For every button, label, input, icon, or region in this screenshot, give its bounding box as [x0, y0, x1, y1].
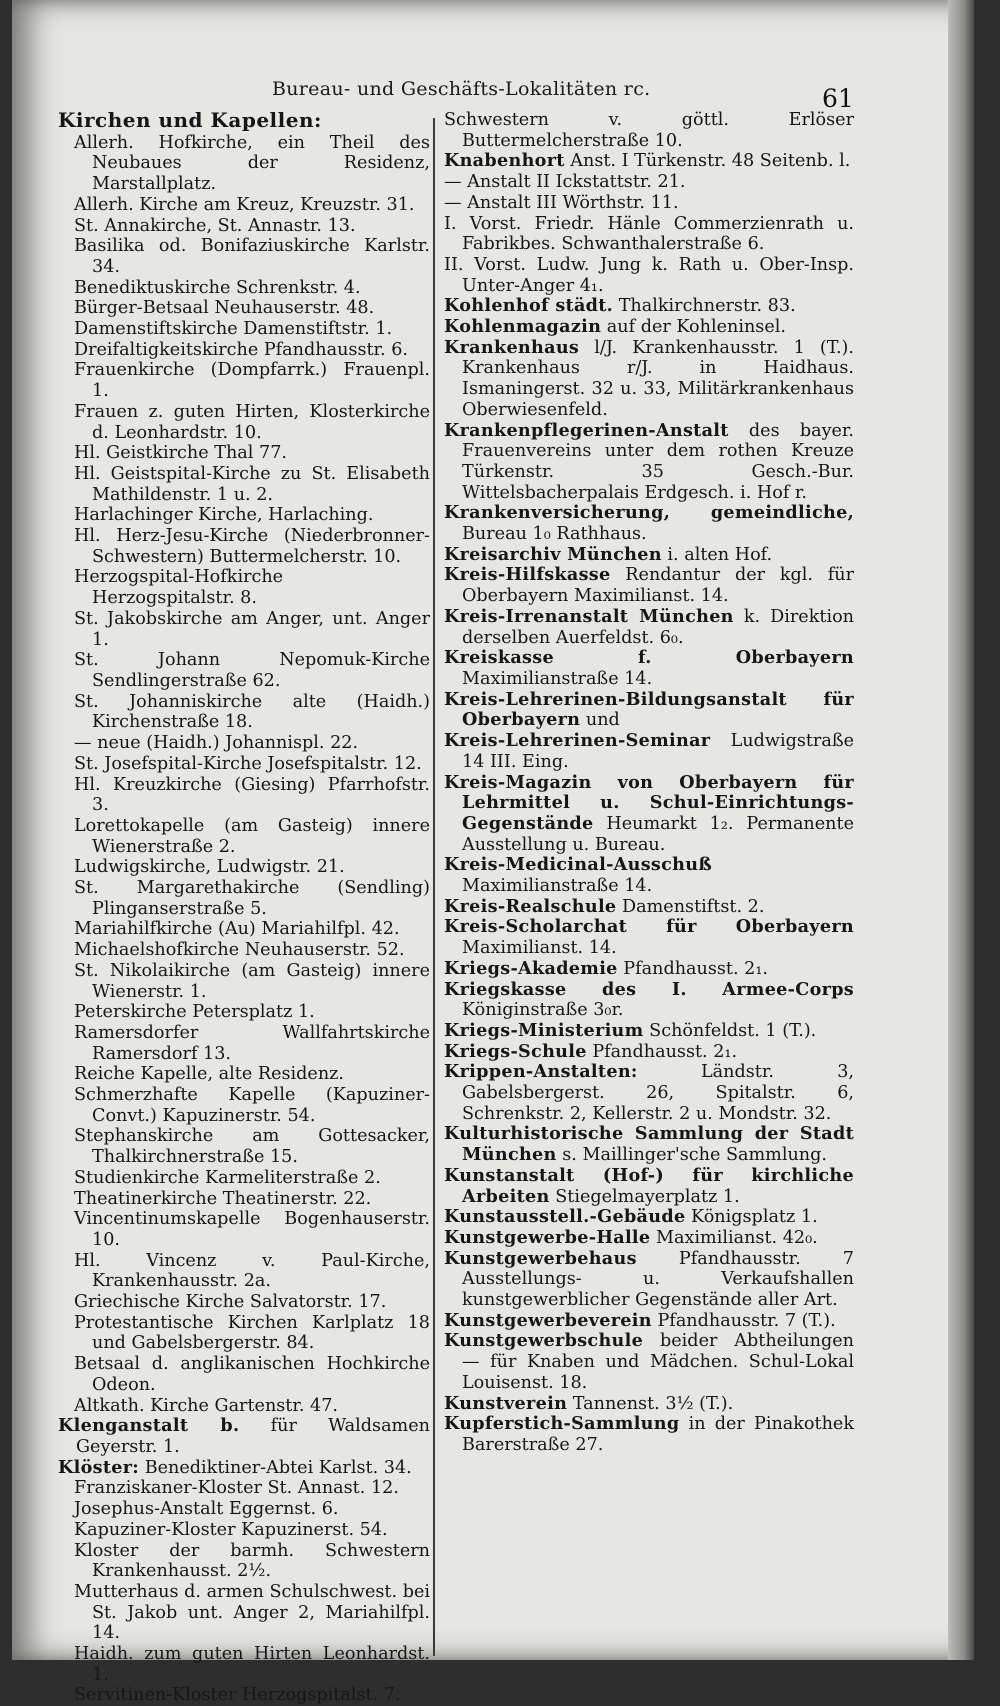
entry-text: des bayer. Frauenvereins unter dem rothen Kreuze Türkenstr. 35 Gesch.-Bur. Wittelsbacherpalais Erdgesch. i. Hof r. — [462, 420, 854, 503]
entry-text: i. alten Hof. — [661, 544, 773, 565]
entry-text: Franziskaner-Kloster St. Annast. 12. — [74, 1478, 399, 1499]
directory-entry — [58, 402, 430, 443]
directory-entry — [58, 567, 430, 608]
entry-text: Mutterhaus d. armen Schulschwest. bei St. Jakob unt. Anger 2, Mariahilfpl. 14. — [74, 1581, 430, 1644]
directory-entry — [58, 1499, 430, 1520]
entry-text: — neue (Haidh.) Johannispl. 22. — [74, 733, 359, 754]
entry-title: Krippen-Anstalten: — [444, 1061, 638, 1083]
entry-text: St. Jakobskirche am Anger, unt. Anger 1. — [74, 608, 430, 650]
entry-title: Kreisarchiv München — [444, 543, 662, 565]
entry-text: St. Margarethakirche (Sendling) Plinganserstraße 5. — [74, 878, 430, 919]
directory-entry — [58, 1354, 430, 1395]
directory-entry — [58, 1313, 430, 1354]
directory-entry — [444, 503, 854, 544]
directory-entry — [444, 1394, 854, 1415]
directory-entry — [58, 195, 430, 216]
directory-entry — [444, 1062, 854, 1124]
entry-text: Stephanskirche am Gottesacker, Thalkirchnerstraße 15. — [74, 1126, 430, 1168]
entry-title: Kohlenhof städt. — [444, 295, 614, 317]
directory-entry — [58, 340, 430, 361]
directory-entry — [444, 648, 854, 689]
directory-entry — [444, 214, 854, 255]
entry-text: Benediktiner-Abtei Karlst. 34. — [139, 1457, 412, 1478]
entry-text: St. Johanniskirche alte (Haidh.) Kirchenstraße 18. — [74, 691, 430, 733]
directory-entry — [58, 1126, 430, 1167]
entry-text: beider Abtheilungen — für Knaben und Mädchen. Schul-Lokal Louisenst. 18. — [462, 1331, 854, 1393]
entry-text: Pfandhausstr. 7 Ausstellungs- u. Verkaufshallen kunstgewerblicher Gegenstände aller Art. — [462, 1248, 854, 1311]
entry-text: Tannenst. 3½ (T.). — [567, 1393, 734, 1414]
entry-title: Kreis-Lehrerinen-Bildungsanstalt für Oberbayern — [444, 688, 854, 731]
entry-text: Bürger-Betsaal Neuhauserstr. 48. — [74, 298, 375, 319]
entry-title: Kreiskasse f. Oberbayern — [444, 647, 854, 669]
directory-entry — [58, 1478, 430, 1499]
entry-text: Hl. Geistspital-Kirche zu St. Elisabeth Mathildenstr. 1 u. 2. — [74, 463, 430, 505]
directory-entry — [58, 1292, 430, 1313]
entry-text: Pfandhausst. 2₁. — [617, 958, 769, 979]
entry-text: Altkath. Kirche Gartenstr. 47. — [74, 1395, 339, 1416]
entry-text: St. Josefspital-Kirche Josefspitalstr. 12. — [74, 753, 422, 774]
directory-entry — [444, 731, 854, 772]
entry-text: Harlachinger Kirche, Harlaching. — [74, 505, 374, 526]
directory-entry — [444, 607, 854, 648]
entry-text: Betsaal d. anglikanischen Hochkirche Odeon. — [74, 1354, 430, 1395]
directory-entry — [444, 1124, 854, 1165]
entry-title: Kunstgewerbeverein — [444, 1309, 652, 1331]
directory-entry — [444, 980, 854, 1021]
directory-entry — [58, 1251, 430, 1292]
entry-text: Haidh. zum guten Hirten Leonhardst. 1. — [74, 1644, 430, 1685]
entry-text: Peterskirche Petersplatz 1. — [74, 1002, 315, 1023]
directory-entry — [444, 917, 854, 958]
entry-text: Thalkirchnerstr. 83. — [613, 296, 796, 317]
directory-entry — [444, 193, 854, 214]
entry-text: II. Vorst. Ludw. Jung k. Rath u. Ober-Insp. Unter-Anger 4₁. — [444, 254, 854, 296]
directory-entry — [58, 1458, 430, 1479]
entry-text: Rendantur der kgl. für Oberbayern Maximilianst. 14. — [462, 565, 854, 607]
entry-text: k. Direktion derselben Auerfeldst. 6₀. — [462, 606, 854, 648]
entry-text: Schönfeldst. 1 (T.). — [643, 1020, 817, 1041]
entry-text: Servitinen-Kloster Herzogspitalst. 7. — [74, 1685, 401, 1706]
entry-title: Kunstgewerbehaus — [444, 1247, 637, 1269]
directory-entry — [444, 172, 854, 193]
entry-title: Kulturhistorische Sammlung der Stadt München — [444, 1123, 854, 1166]
entry-text: Pfandhausst. 2₁. — [586, 1041, 738, 1062]
directory-entry — [58, 216, 430, 237]
entry-text: Maximilianstraße 14. — [462, 876, 653, 897]
entry-text: Ludwigskirche, Ludwigstr. 21. — [74, 857, 345, 878]
entry-title: Kreis-Irrenanstalt München — [444, 605, 734, 627]
directory-entry — [58, 754, 430, 775]
page-edge — [948, 0, 974, 1660]
entry-title: Krankenhaus — [444, 336, 580, 358]
entry-title: Kunstverein — [444, 1392, 568, 1414]
directory-entry — [58, 775, 430, 816]
directory-entry — [58, 1002, 430, 1023]
directory-entry — [58, 878, 430, 919]
running-header: Bureau- und Geschäfts-Lokalitäten rc. — [272, 78, 651, 100]
entry-text: Königsplatz 1. — [685, 1207, 818, 1228]
directory-entry — [58, 298, 430, 319]
directory-entry — [444, 690, 854, 731]
entry-title: Kriegs-Schule — [444, 1040, 587, 1062]
entry-title: Kreis-Realschule — [444, 895, 617, 917]
entry-text: Protestantische Kirchen Karlplatz 18 und Gabelsbergerstr. 84. — [74, 1312, 430, 1354]
entry-text: Griechische Kirche Salvatorstr. 17. — [74, 1292, 387, 1313]
directory-entry — [444, 1207, 854, 1228]
entry-title: Kunstgewerbschule — [444, 1330, 644, 1352]
left-entry-list — [58, 133, 430, 1706]
directory-entry — [58, 505, 430, 526]
left-column — [58, 110, 430, 1706]
directory-entry — [58, 940, 430, 961]
entry-title: Kunstausstell.-Gebäude — [444, 1206, 686, 1228]
entry-text: Pfandhausstr. 7 (T.). — [651, 1310, 836, 1331]
directory-entry — [58, 919, 430, 940]
section-heading: Kirchen und Kapellen: — [58, 108, 322, 132]
directory-entry — [444, 1311, 854, 1332]
directory-entry — [444, 773, 854, 856]
directory-entry — [58, 1582, 430, 1644]
entry-title: Kunstgewerbe-Halle — [444, 1226, 651, 1248]
directory-entry — [444, 338, 854, 421]
entry-text: Theatinerkirche Theatinerstr. 22. — [74, 1188, 372, 1209]
entry-text: — Anstalt III Wörthstr. 11. — [444, 192, 679, 213]
entry-title: Kreis-Hilfskasse — [444, 564, 611, 586]
entry-text: und — [580, 710, 620, 731]
entry-text: Ländstr. 3, Gabelsbergerst. 26, Spitalstr. 6, Schrenkstr. 2, Kellerstr. 2 u. Mondstr. 32. — [462, 1062, 854, 1124]
directory-entry — [444, 1166, 854, 1207]
entry-text: Maximilianstraße 14. — [462, 668, 653, 689]
entry-text: Hl. Vincenz v. Paul-Kirche, Krankenhausstr. 2a. — [74, 1250, 430, 1292]
entry-text: Ludwigstraße 14 III. Eing. — [462, 731, 854, 772]
directory-entry — [444, 1249, 854, 1311]
entry-title: Kunstanstalt (Hof-) für kirchliche Arbeiten — [444, 1164, 854, 1207]
entry-text: St. Nikolaikirche (am Gasteig) innere Wienerstr. 1. — [74, 960, 430, 1002]
directory-entry — [444, 959, 854, 980]
entry-text: Herzogspital-Hofkirche Herzogspitalstr. 8. — [74, 567, 284, 609]
directory-entry — [444, 565, 854, 606]
entry-title: Kreis-Scholarchat für Oberbayern — [444, 916, 854, 938]
entry-title: Knabenhort — [444, 150, 565, 172]
column-divider — [433, 118, 435, 1656]
directory-entry — [58, 1685, 430, 1706]
directory-entry — [444, 421, 854, 504]
directory-entry — [58, 1644, 430, 1685]
directory-entry — [444, 296, 854, 317]
entry-text: Basilika od. Bonifaziuskirche Karlstr. 34. — [74, 236, 430, 277]
directory-entry — [58, 1541, 430, 1582]
directory-entry — [58, 464, 430, 505]
directory-entry — [58, 133, 430, 195]
entry-text: Allerh. Kirche am Kreuz, Kreuzstr. 31. — [74, 194, 415, 215]
entry-text: l/J. Krankenhausstr. 1 (T.). Krankenhaus r/J. in Haidhaus. Ismaningerst. 32 u. 33, Militärkrankenhaus Oberwiesenfeld. — [462, 337, 854, 420]
directory-entry — [58, 857, 430, 878]
entry-title: Klenganstalt b. — [58, 1415, 240, 1437]
directory-entry — [58, 1520, 430, 1541]
entry-text: Bureau 1₀ Rathhaus. — [462, 524, 647, 545]
right-column — [444, 110, 854, 1456]
entry-title: Kreis-Magazin von Oberbayern für Lehrmittel u. Schul-Einrichtungs-Gegenstände — [444, 771, 854, 834]
entry-text: Lorettokapelle (am Gasteig) innere Wienerstraße 2. — [74, 815, 430, 857]
entry-title: Krankenversicherung, gemeindliche, — [444, 502, 854, 524]
entry-text: Vincentinumskapelle Bogenhauserstr. 10. — [74, 1209, 430, 1250]
entry-title: Kupferstich-Sammlung — [444, 1413, 680, 1435]
entry-text: auf der Kohleninsel. — [601, 317, 786, 338]
directory-entry — [444, 897, 854, 918]
entry-text: Damenstiftskirche Damenstiftstr. 1. — [74, 319, 393, 340]
directory-entry — [58, 360, 430, 401]
entry-text: Reiche Kapelle, alte Residenz. — [74, 1064, 345, 1085]
entry-text: Kloster der barmh. Schwestern Krankenhausst. 2½. — [74, 1540, 430, 1582]
directory-entry — [58, 526, 430, 567]
directory-entry — [444, 1228, 854, 1249]
entry-text: St. Annakirche, St. Annastr. 13. — [74, 215, 356, 236]
entry-text: Mariahilfkirche (Au) Mariahilfpl. 42. — [74, 919, 400, 940]
directory-entry — [58, 278, 430, 299]
directory-entry — [444, 317, 854, 338]
entry-title: Kreis-Lehrerinen-Seminar — [444, 730, 711, 752]
directory-entry — [58, 1416, 430, 1457]
directory-entry — [444, 110, 854, 151]
entry-text: Ramersdorfer Wallfahrtskirche Ramersdorf 13. — [74, 1022, 430, 1064]
entry-text: Studienkirche Karmeliterstraße 2. — [74, 1167, 381, 1188]
entry-text: Michaelshofkirche Neuhauserstr. 52. — [74, 940, 405, 961]
entry-text: Maximilianst. 42₀. — [650, 1227, 818, 1248]
entry-text: Kapuziner-Kloster Kapuzinerst. 54. — [74, 1519, 388, 1540]
entry-text: Damenstiftst. 2. — [616, 896, 765, 917]
directory-entry — [58, 650, 430, 691]
document-page — [12, 0, 974, 1706]
directory-entry — [58, 961, 430, 1002]
entry-text: Heumarkt 1₂. Permanente Ausstellung u. Bureau. — [462, 813, 854, 855]
entry-text: Maximilianst. 14. — [462, 938, 617, 959]
directory-entry — [58, 443, 430, 464]
directory-entry — [58, 816, 430, 857]
entry-text: s. Maillinger'sche Sammlung. — [556, 1145, 827, 1166]
directory-entry — [444, 1331, 854, 1393]
directory-entry — [444, 255, 854, 296]
directory-entry — [58, 319, 430, 340]
directory-entry — [58, 1189, 430, 1210]
entry-text: Hl. Geistkirche Thal 77. — [74, 443, 287, 464]
directory-entry — [58, 733, 430, 754]
right-entry-list — [444, 110, 854, 1456]
entry-title: Klöster: — [58, 1456, 140, 1478]
directory-entry — [444, 1042, 854, 1063]
entry-text: I. Vorst. Friedr. Hänle Commerzienrath u. Fabrikbes. Schwanthalerstraße 6. — [444, 213, 854, 255]
entry-text: in der Pinakothek Barerstraße 27. — [462, 1414, 854, 1455]
entry-title: Krankenpflegerinen-Anstalt — [444, 419, 729, 441]
entry-text: Königinstraße 3₀r. — [462, 1000, 624, 1021]
directory-entry — [444, 151, 854, 172]
entry-title: Kohlenmagazin — [444, 316, 602, 338]
entry-text: Frauenkirche (Dompfarrk.) Frauenpl. 1. — [74, 360, 430, 402]
entry-title: Kriegskasse des I. Armee-Corps — [444, 978, 854, 1000]
directory-entry — [58, 1023, 430, 1064]
entry-title: Kreis-Medicinal-Ausschuß — [444, 854, 712, 876]
directory-entry — [58, 236, 430, 277]
directory-entry — [58, 1085, 430, 1126]
entry-text: Josephus-Anstalt Eggernst. 6. — [74, 1499, 339, 1520]
entry-text: Hl. Herz-Jesu-Kirche (Niederbronner-Schwestern) Buttermelcherstr. 10. — [74, 526, 430, 567]
directory-entry — [58, 1064, 430, 1085]
entry-text: Benediktuskirche Schrenkstr. 4. — [74, 277, 361, 298]
entry-text: Schwestern v. göttl. Erlöser Buttermelcherstraße 10. — [444, 110, 854, 151]
entry-text: St. Johann Nepomuk-Kirche Sendlingerstraße 62. — [74, 650, 430, 691]
entry-text: für Waldsamen Geyerstr. 1. — [76, 1416, 430, 1457]
entry-text: Hl. Kreuzkirche (Giesing) Pfarrhofstr. 3. — [74, 774, 430, 816]
entry-text: Stiegelmayerplatz 1. — [549, 1186, 740, 1207]
directory-entry — [58, 1396, 430, 1417]
directory-entry — [444, 545, 854, 566]
directory-entry — [444, 855, 854, 896]
entry-text: Allerh. Hofkirche, ein Theil des Neubaues der Residenz, Marstallplatz. — [74, 132, 430, 195]
entry-text: Anst. I Türkenstr. 48 Seitenb. l. — [564, 151, 851, 172]
entry-title: Kriegs-Ministerium — [444, 1019, 644, 1041]
directory-entry — [58, 1168, 430, 1189]
directory-entry — [444, 1021, 854, 1042]
directory-entry — [58, 1209, 430, 1250]
entry-text: Schmerzhafte Kapelle (Kapuziner-Convt.) Kapuzinerstr. 54. — [74, 1085, 430, 1126]
entry-text: Frauen z. guten Hirten, Klosterkirche d. Leonhardstr. 10. — [74, 401, 430, 443]
directory-entry — [444, 1414, 854, 1455]
entry-title: Kriegs-Akademie — [444, 957, 618, 979]
entry-text: — Anstalt II Ickstattstr. 21. — [444, 172, 686, 193]
page-number: 61 — [822, 84, 854, 113]
directory-entry — [58, 609, 430, 650]
entry-text: Dreifaltigkeitskirche Pfandhausstr. 6. — [74, 339, 408, 360]
directory-entry — [58, 692, 430, 733]
